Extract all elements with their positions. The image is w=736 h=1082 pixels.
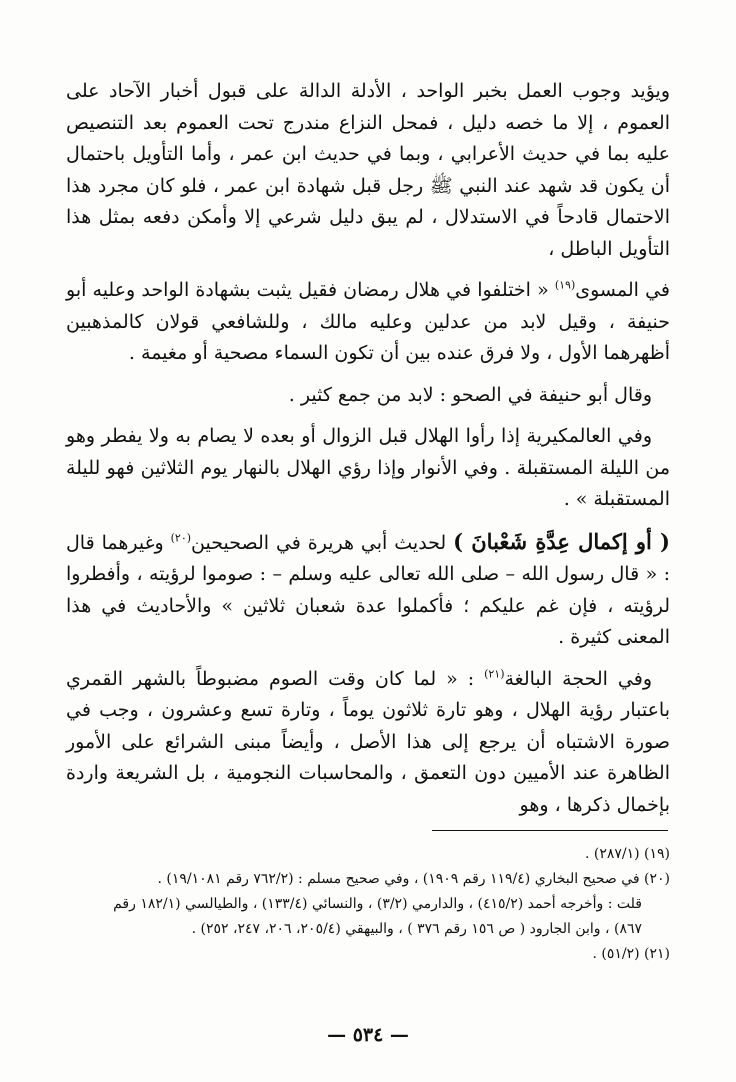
paragraph-text: وفي الحجة البالغة (504, 667, 652, 690)
paragraph-text: « اختلفوا في هلال رمضان فقيل يثبت بشهادة الواحد وعليه أبو حنيفة ، وقيل لابد من عدلين وعليه مالك ، وللشافعي قولان كالمذهبين أظهرهما الأول ، ولا فرق عنده بين أن تكون السماء مصحية أو مغيمة . (66, 279, 670, 364)
paragraph (66, 421, 670, 516)
main-text-block (66, 76, 670, 831)
paragraph-text: : « لما كان وقت الصوم مضبوطاً بالشهر القمري باعتبار رؤية الهلال ، وهو تارة ثلاثون يوماً ، وتارة تسع وعشرون ، وجب في صورة الاشتباه أن يرجع إلى هذا الأصل ، وأيضاً مبنى الشرائع على الأمور الظاهرة عند الأميين دون التعمق ، والمحاسبات النجومية ، بل الشريعة واردة بإخمال ذكرها ، وهو (66, 667, 670, 816)
footnote: (٢١) (٥١/٢) . (592, 946, 670, 962)
footnote-separator (432, 830, 668, 831)
paragraph-text: وغيرهما قال : « قال رسول الله – صلى الله تعالى عليه وسلم – : صوموا لرؤيته ، وأفطروا لرؤيته ، فإن غم عليكم ؛ فأكملوا عدة شعبان ثلاثين » والأحاديث في هذا المعنى كثيرة . (66, 531, 670, 648)
footnote: (١٩) (٢٨٧/١) . (584, 846, 670, 862)
paragraph (66, 76, 670, 265)
paragraph (66, 275, 670, 370)
paragraph (66, 526, 670, 654)
footnote-reference: (٢١) (484, 667, 505, 681)
footnote: (٢٠) في صحيح البخاري (١١٩/٤ رقم ١٩٠٩) ، وفي صحيح مسلم : (٧٦٢/٢ رقم ١٩/١٠٨١) . (157, 871, 670, 887)
page-number: — ٥٣٤ — (327, 1024, 409, 1046)
footnotes-block (100, 842, 670, 967)
paragraph-text: لحديث أبي هريرة في الصحيحين (191, 531, 454, 554)
paragraph-text: في المسوى (575, 279, 670, 301)
footnote: قلت : وأخرجه أحمد (٤١٥/٢) ، والدارمي (٣/٢) ، والنسائي (١٣٣/٤) ، والطيالسي (١٨٢/١ رقم ٨٦٧) ، وابن الجارود ( ص ١٥٦ رقم ٣٧٦ ) ، والبيهقي (٢٠٥/٤، ٢٠٦، ٢٤٧، ٢٥٢) . (113, 896, 642, 937)
footnote-reference: (٢٠) (170, 531, 192, 545)
paragraph-text: وفي العالمكيرية إذا رأوا الهلال قبل الزوال أو بعده لا يصام به ولا يفطر وهو من الليلة المستقبلة . وفي الأنوار وإذا رؤي الهلال بالنهار يوم الثلاثين فهو لليلة المستقبلة » . (66, 425, 670, 510)
paragraph (66, 380, 670, 412)
paragraph-text: وقال أبو حنيفة في الصحو : لابد من جمع كثير . (288, 383, 652, 406)
footnote-reference: (١٩) (554, 278, 576, 292)
paragraph-text: ويؤيد وجوب العمل بخبر الواحد ، الأدلة الدالة على قبول أخبار الآحاد على العموم ، إلا ما خصه دليل ، فمحل النزاع مندرج تحت العموم بعد التنصيص عليه بما في حديث الأعرابي ، وبما في حديث ابن عمر ، وأما التأويل باحتمال أن يكون قد شهد عند النبي ﷺ رجل قبل شهادة ابن عمر ، فلو كان مجرد هذا الاحتمال قادحاً في الاستدلال ، لم يبق دليل شرعي إلا وأمكن دفعه بمثل هذا التأويل الباطل ، (66, 80, 670, 260)
section-heading-phrase: ( أو إكمال عِدَّةِ شَعْبانَ ) (453, 528, 670, 554)
paragraph (66, 664, 670, 822)
